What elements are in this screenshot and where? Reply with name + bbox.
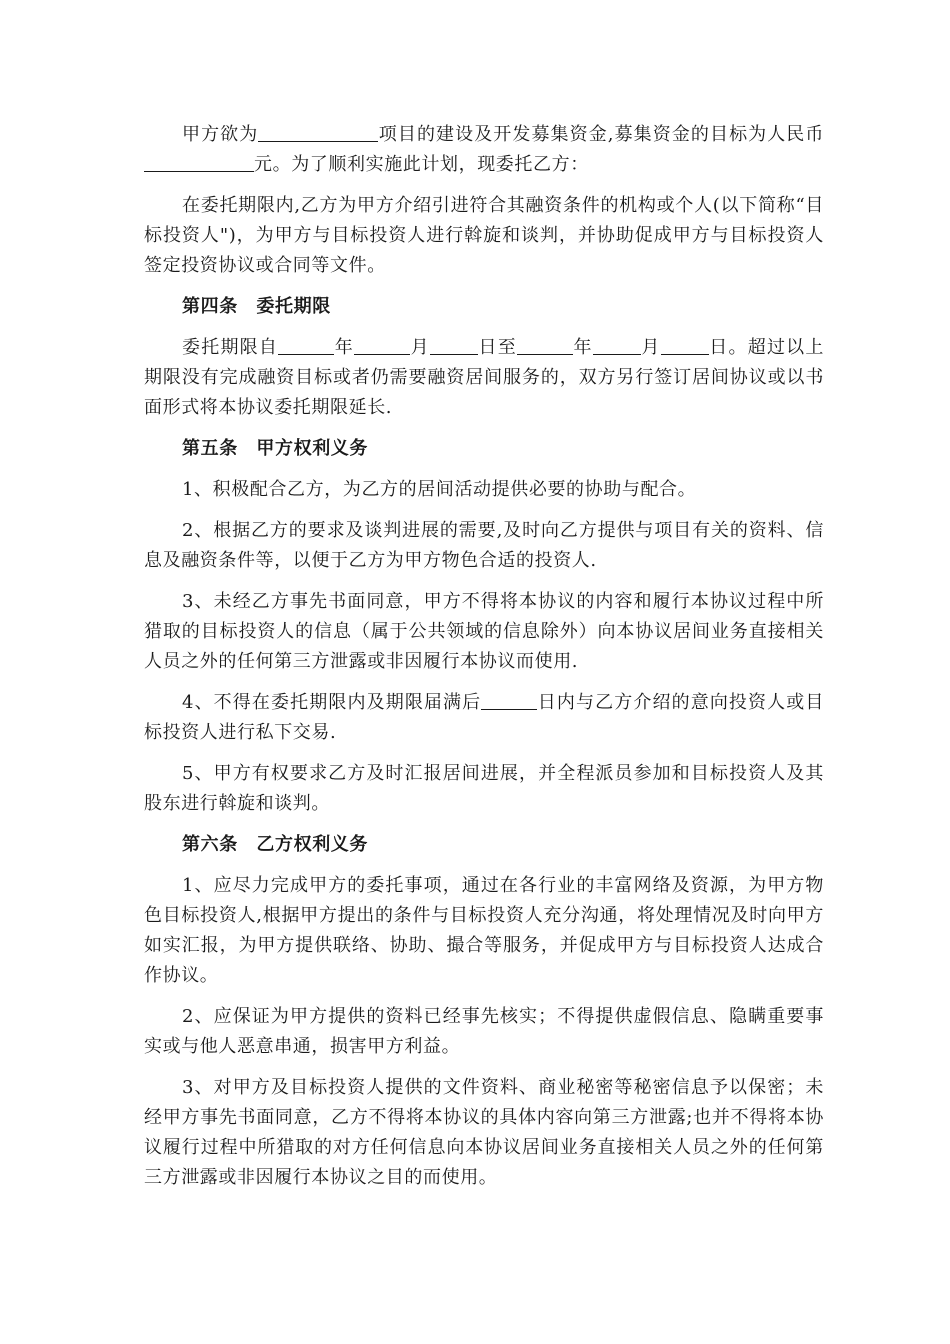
paragraph-purpose: [144, 120, 824, 180]
blank-days: [481, 691, 537, 710]
blank-amount: [144, 153, 254, 172]
text-span: 元。为了顺利实施此计划，现委托乙方：: [254, 154, 589, 175]
text-span: 委托期限自: [182, 337, 279, 358]
text-span: 月: [640, 337, 661, 358]
paragraph-term: [144, 333, 824, 423]
paragraph-entrustment: 在委托期限内,乙方为甲方介绍引进符合其融资条件的机构或个人(以下简称“目标投资人")，为甲方与目标投资人进行斡旋和谈判，并协助促成甲方与目标投资人签定投资协议或合同等文件。: [144, 195, 824, 276]
text-span: 日至: [477, 337, 517, 358]
list-item: [144, 688, 824, 748]
document-body: [144, 120, 824, 1204]
list-item: 1、应尽力完成甲方的委托事项，通过在各行业的丰富网络及资源，为甲方物色目标投资人,根据甲方提出的条件与目标投资人充分沟通，将处理情况及时向甲方如实汇报，为甲方提供联络、协助、撮合等服务，并促成甲方与目标投资人达成合作协议。: [144, 875, 824, 986]
text-span: 年: [572, 337, 593, 358]
list-item: 3、未经乙方事先书面同意，甲方不得将本协议的内容和履行本协议过程中所猎取的目标投资人的信息（属于公共领域的信息除外）向本协议居间业务直接相关人员之外的任何第三方泄露或非因履行本协议而使用.: [144, 591, 824, 672]
text-span: 年: [334, 337, 354, 358]
blank-end-year: [517, 336, 573, 355]
list-item: 1、积极配合乙方，为乙方的居间活动提供必要的协助与配合。: [182, 479, 697, 500]
article-5-heading: 第五条 甲方权利义务: [182, 438, 368, 459]
list-item: 2、应保证为甲方提供的资料已经事先核实；不得提供虚假信息、隐瞒重要事实或与他人恶意串通，损害甲方利益。: [144, 1006, 824, 1057]
blank-start-day: [430, 336, 478, 355]
article-4-heading: 第四条 委托期限: [182, 296, 331, 317]
text-span: 4、不得在委托期限内及期限届满后: [182, 692, 482, 713]
blank-start-year: [278, 336, 334, 355]
text-span: 甲方欲为: [182, 124, 259, 145]
text-span: 日内与乙方介绍的意向投资人或目标投资人进行私下交易.: [144, 692, 824, 743]
article-6-heading: 第六条 乙方权利义务: [182, 834, 368, 855]
list-item: 3、对甲方及目标投资人提供的文件资料、商业秘密等秘密信息予以保密；未经甲方事先书面同意，乙方不得将本协议的具体内容向第三方泄露;也并不得将本协议履行过程中所猎取的对方任何信息向本协议居间业务直接相关人员之外的任何第三方泄露或非因履行本协议之目的而使用。: [144, 1077, 824, 1188]
list-item: 2、根据乙方的要求及谈判进展的需要,及时向乙方提供与项目有关的资料、信息及融资条件等，以便于乙方为甲方物色合适的投资人.: [144, 520, 824, 571]
text-span: 月: [409, 337, 430, 358]
blank-project-name: [258, 123, 378, 142]
blank-end-month: [593, 336, 641, 355]
text-span: 项目的建设及开发募集资金,募集资金的目标为人民币: [378, 124, 824, 145]
blank-start-month: [354, 336, 410, 355]
blank-end-day: [661, 336, 709, 355]
text-span: 日。超过以上期限没有完成融资目标或者仍需要融资居间服务的，双方另行签订居间协议或以书面形式将本协议委托期限延长.: [144, 337, 824, 418]
list-item: 5、甲方有权要求乙方及时汇报居间进展，并全程派员参加和目标投资人及其股东进行斡旋和谈判。: [144, 763, 824, 814]
